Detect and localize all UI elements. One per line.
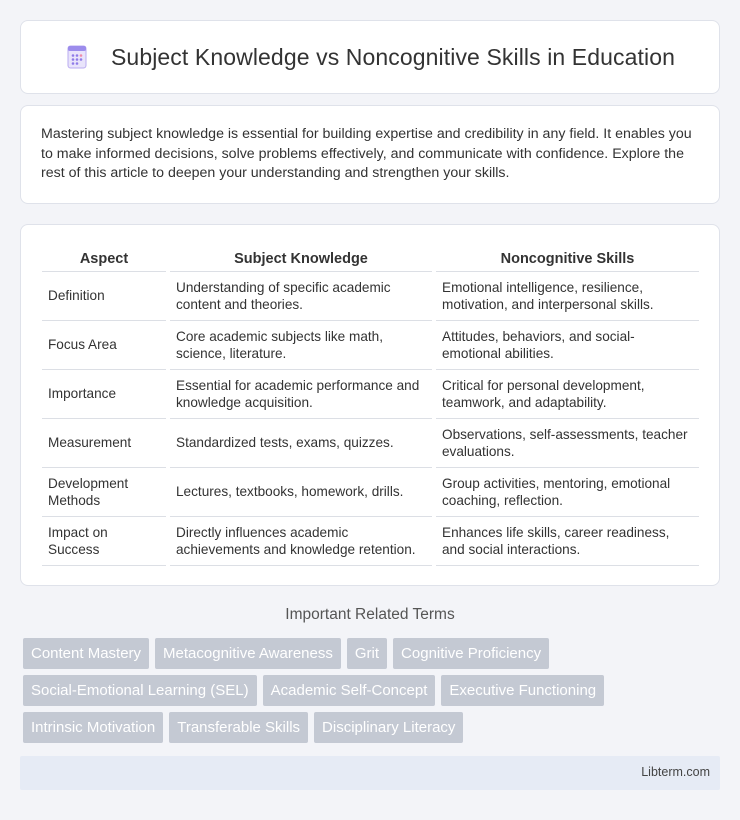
cell-aspect: Impact on Success bbox=[42, 517, 166, 566]
cell-noncognitive-skills: Group activities, mentoring, emotional coaching, reflection. bbox=[436, 468, 699, 517]
footer-site-link[interactable]: Libterm.com bbox=[641, 765, 710, 779]
tag-intrinsic-motivation[interactable]: Intrinsic Motivation bbox=[23, 712, 163, 743]
cell-subject-knowledge: Essential for academic performance and knowledge acquisition. bbox=[170, 370, 432, 419]
cell-subject-knowledge: Directly influences academic achievements and knowledge retention. bbox=[170, 517, 432, 566]
comparison-table bbox=[42, 246, 699, 566]
page-title: Subject Knowledge vs Noncognitive Skills in Education bbox=[110, 43, 675, 70]
header-noncognitive-skills: Noncognitive Skills bbox=[436, 246, 699, 272]
tag-transferable-skills[interactable]: Transferable Skills bbox=[169, 712, 308, 743]
cell-subject-knowledge: Core academic subjects like math, science, literature. bbox=[170, 321, 432, 370]
title-card bbox=[20, 20, 720, 94]
header-subject-knowledge: Subject Knowledge bbox=[170, 246, 432, 272]
table-row bbox=[42, 517, 699, 566]
cell-subject-knowledge: Understanding of specific academic content and theories. bbox=[170, 272, 432, 321]
header-aspect: Aspect bbox=[42, 246, 166, 272]
tag-row bbox=[23, 712, 713, 743]
footer bbox=[20, 756, 720, 790]
cell-subject-knowledge: Lectures, textbooks, homework, drills. bbox=[170, 468, 432, 517]
table-header-row bbox=[42, 246, 699, 272]
tag-grit[interactable]: Grit bbox=[347, 638, 387, 669]
cell-noncognitive-skills: Emotional intelligence, resilience, motivation, and interpersonal skills. bbox=[436, 272, 699, 321]
table-row bbox=[42, 272, 699, 321]
cell-aspect: Importance bbox=[42, 370, 166, 419]
cell-aspect: Development Methods bbox=[42, 468, 166, 517]
tag-row bbox=[23, 675, 713, 706]
table-row bbox=[42, 370, 699, 419]
cell-aspect: Measurement bbox=[42, 419, 166, 468]
tag-content-mastery[interactable]: Content Mastery bbox=[23, 638, 149, 669]
table-row bbox=[42, 419, 699, 468]
cell-noncognitive-skills: Enhances life skills, career readiness, and social interactions. bbox=[436, 517, 699, 566]
tag-row bbox=[23, 638, 713, 669]
cell-aspect: Focus Area bbox=[42, 321, 166, 370]
intro-paragraph: Mastering subject knowledge is essential for building expertise and credibility in any field. It enables you to make informed decisions, solve problems effectively, and communicate with confidence. Explore the rest of this article to deepen your understanding and strengthen your skills. bbox=[41, 126, 692, 181]
tag-executive-functioning[interactable]: Executive Functioning bbox=[441, 675, 604, 706]
tag-cognitive-proficiency[interactable]: Cognitive Proficiency bbox=[393, 638, 549, 669]
cell-noncognitive-skills: Observations, self-assessments, teacher evaluations. bbox=[436, 419, 699, 468]
table-row bbox=[42, 321, 699, 370]
tag-academic-self-concept[interactable]: Academic Self-Concept bbox=[263, 675, 436, 706]
comparison-table-card bbox=[20, 224, 720, 586]
document-icon bbox=[65, 44, 91, 70]
cell-noncognitive-skills: Critical for personal development, teamwork, and adaptability. bbox=[436, 370, 699, 419]
cell-noncognitive-skills: Attitudes, behaviors, and social-emotional abilities. bbox=[436, 321, 699, 370]
tag-metacognitive-awareness[interactable]: Metacognitive Awareness bbox=[155, 638, 341, 669]
cell-aspect: Definition bbox=[42, 272, 166, 321]
cell-subject-knowledge: Standardized tests, exams, quizzes. bbox=[170, 419, 432, 468]
tag-disciplinary-literacy[interactable]: Disciplinary Literacy bbox=[314, 712, 463, 743]
tag-social-emotional-learning[interactable]: Social-Emotional Learning (SEL) bbox=[23, 675, 257, 706]
related-terms-list bbox=[23, 638, 713, 749]
table-row bbox=[42, 468, 699, 517]
intro-card bbox=[20, 105, 720, 204]
related-terms-title: Important Related Terms bbox=[285, 606, 455, 623]
